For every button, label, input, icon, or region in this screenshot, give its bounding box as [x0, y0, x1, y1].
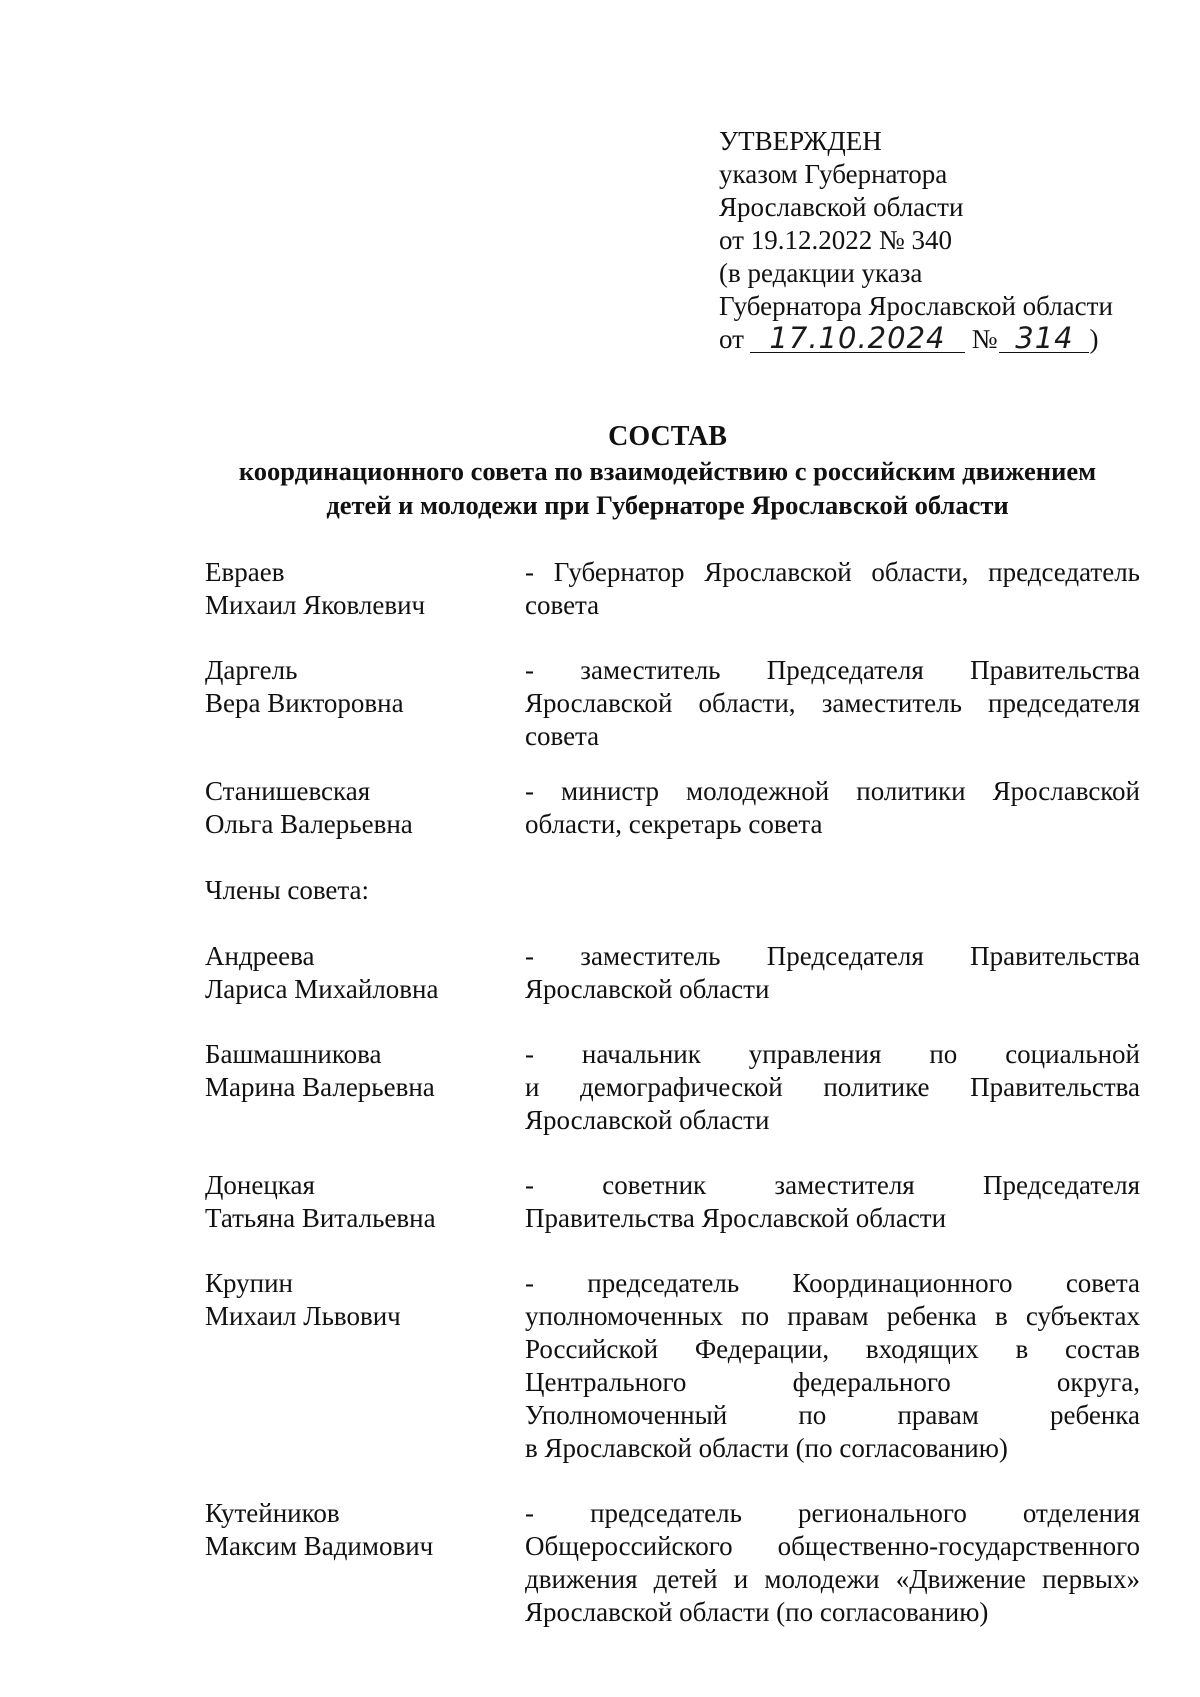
document-title: [200, 420, 1135, 522]
member-position: [525, 1038, 1140, 1137]
position-line: совета: [525, 590, 600, 620]
position-line: - советник заместителя Председателя: [525, 1170, 1140, 1200]
member-surname: Крупин: [205, 1268, 294, 1298]
position-line: Общероссийского общественно-государственного: [525, 1531, 1140, 1561]
closing-paren: ): [1089, 324, 1099, 354]
list-item: [205, 1169, 1140, 1267]
member-surname: Андреева: [205, 941, 315, 971]
list-item: [205, 1267, 1140, 1497]
position-line: - начальник управления по социальной: [525, 1039, 1140, 1069]
member-position: [525, 1497, 1140, 1629]
member-name: [205, 654, 505, 720]
position-line: Ярославской области: [525, 974, 770, 1004]
position-line: и демографической политике Правительства: [525, 1072, 1140, 1102]
handwritten-date: 17.10.2024: [750, 324, 965, 353]
member-name: [205, 775, 505, 841]
member-position: [525, 775, 1140, 841]
list-item: [205, 1497, 1140, 1637]
title-subtitle-line: координационного совета по взаимодействию с российским движением: [238, 456, 1097, 486]
list-item: [205, 1038, 1140, 1169]
amendment-prefix: от: [719, 324, 744, 354]
members-section-label: Члены совета:: [205, 875, 370, 905]
member-position: [525, 940, 1140, 1006]
member-name: [205, 940, 505, 1006]
member-given-name: Вера Викторовна: [205, 688, 404, 718]
member-given-name: Татьяна Витальевна: [205, 1203, 436, 1233]
member-given-name: Ольга Валерьевна: [205, 809, 413, 839]
position-line: совета: [525, 721, 600, 751]
approval-line: Ярославской области: [719, 192, 964, 222]
position-line: Центрального федерального округа,: [525, 1367, 1140, 1397]
position-line: - министр молодежной политики Ярославской: [525, 776, 1140, 806]
member-surname: Башмашникова: [205, 1039, 382, 1069]
position-line: - Губернатор Ярославской области, председатель: [525, 557, 1140, 587]
member-given-name: Михаил Львович: [205, 1301, 401, 1331]
approval-line: Губернатора Ярославской области: [719, 291, 1113, 321]
member-given-name: Максим Вадимович: [205, 1531, 434, 1561]
list-item: [205, 775, 1140, 874]
position-line: - председатель Координационного совета: [525, 1268, 1140, 1298]
list-item: [205, 940, 1140, 1038]
member-name: [205, 1267, 505, 1333]
position-line: уполномоченных по правам ребенка в субъектах: [525, 1301, 1140, 1331]
member-position: [525, 556, 1140, 622]
member-surname: Кутейников: [205, 1498, 340, 1528]
number-sign: №: [971, 324, 998, 354]
approval-line: от 19.12.2022 № 340: [719, 225, 952, 255]
members-list: [205, 556, 1140, 1637]
member-surname: Донецкая: [205, 1170, 315, 1200]
member-position: [525, 1169, 1140, 1235]
member-given-name: Михаил Яковлевич: [205, 590, 426, 620]
position-line: Российской Федерации, входящих в состав: [525, 1334, 1140, 1364]
member-name: [205, 556, 505, 622]
member-surname: Евраев: [205, 557, 285, 587]
list-item: [205, 654, 1140, 775]
approval-line: (в редакции указа: [719, 258, 923, 288]
position-line: - заместитель Председателя Правительства: [525, 941, 1140, 971]
member-name: [205, 1497, 505, 1563]
member-name: [205, 1038, 505, 1104]
title-subtitle-line: детей и молодежи при Губернаторе Ярославской области: [326, 490, 1009, 520]
member-surname: Даргель: [205, 655, 298, 685]
member-given-name: Лариса Михайловна: [205, 974, 439, 1004]
member-given-name: Марина Валерьевна: [205, 1072, 435, 1102]
position-line: области, секретарь совета: [525, 809, 823, 839]
position-line: Ярославской области (по согласованию): [525, 1597, 989, 1627]
member-position: [525, 654, 1140, 753]
list-item: [205, 556, 1140, 654]
position-line: Ярославской области: [525, 1105, 770, 1135]
position-line: Правительства Ярославской области: [525, 1203, 947, 1233]
amendment-date-row: [719, 323, 1159, 356]
approval-block: [719, 125, 1159, 356]
member-position: [525, 1267, 1140, 1465]
position-line: Уполномоченный по правам ребенка: [525, 1400, 1140, 1430]
handwritten-number: 314: [999, 324, 1089, 353]
approval-heading: УТВЕРЖДЕН: [719, 126, 882, 156]
position-line: в Ярославской области (по согласованию): [525, 1433, 1008, 1463]
position-line: движения детей и молодежи «Движение первых»: [525, 1564, 1140, 1594]
position-line: - заместитель Председателя Правительства: [525, 655, 1140, 685]
position-line: Ярославской области, заместитель председателя: [525, 688, 1140, 718]
member-name: [205, 1169, 505, 1235]
member-surname: Станишевская: [205, 776, 371, 806]
approval-line: указом Губернатора: [719, 159, 948, 189]
title-main: СОСТАВ: [608, 421, 727, 452]
position-line: - председатель регионального отделения: [525, 1498, 1140, 1528]
